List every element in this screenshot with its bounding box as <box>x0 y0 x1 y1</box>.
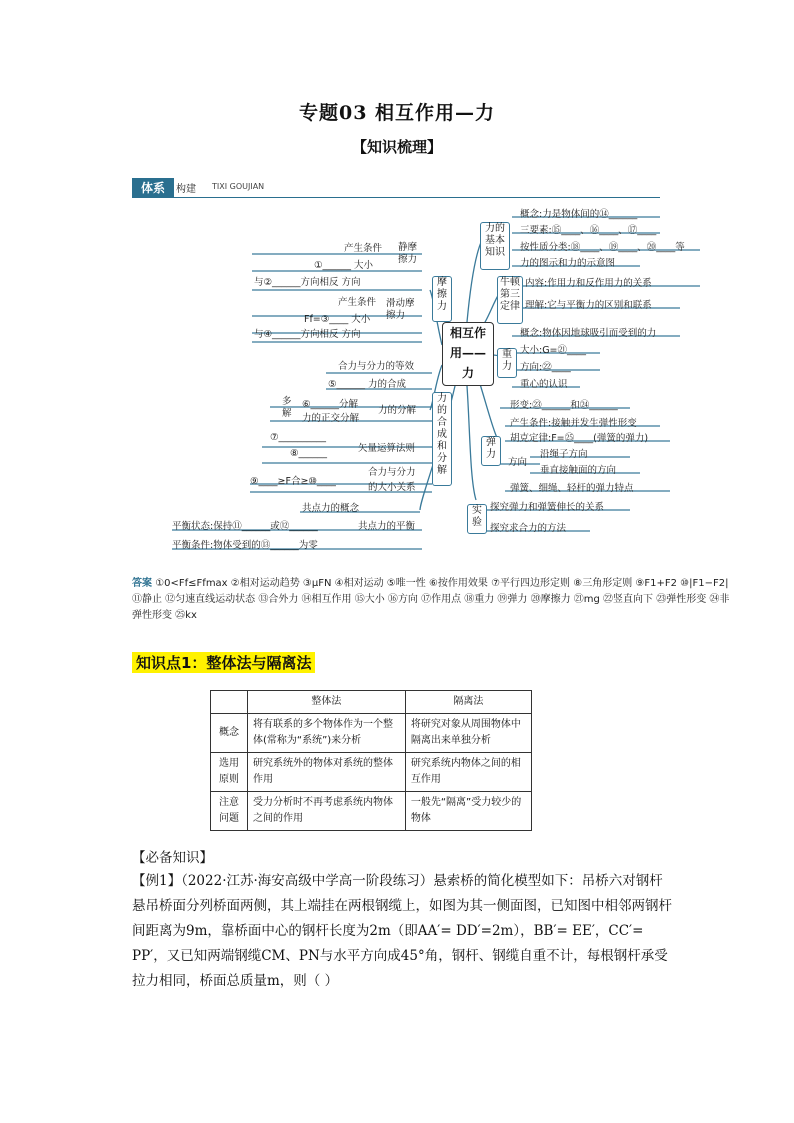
table-cell: 选用原则 <box>211 753 248 792</box>
branch-composition-label: 力的合成和分解 <box>432 392 452 486</box>
banner-sub: 构建 <box>176 184 196 195</box>
equil-label: 共点力的平衡 <box>358 521 416 532</box>
bibei-heading: 【必备知识】 <box>132 850 213 866</box>
elastic-item-4: 沿绳子方向 <box>540 449 588 460</box>
comp-item-1: 合力与分力的等效 <box>338 361 415 372</box>
basic-item-2: 三要素:⑮____、⑯____、⑰____ <box>520 225 657 236</box>
friction-item-1: 产生条件 <box>344 243 383 254</box>
elastic-item-1: 形变:㉓______和㉔______ <box>510 400 618 411</box>
friction-item-2: ①______ 大小 <box>314 260 374 271</box>
elastic-item-5: 方向 <box>508 457 528 468</box>
table-header-cell: 隔离法 <box>405 691 531 714</box>
comp-item-12: 的大小关系 <box>368 482 416 493</box>
comp-item-6: 力的分解 <box>378 405 417 416</box>
table-header-cell: 整体法 <box>248 691 406 714</box>
answer-label: 答案 <box>132 578 152 589</box>
comp-item-5: 力的正交分解 <box>302 413 360 424</box>
sliding-friction-label: 滑动摩擦力 <box>386 298 415 321</box>
gravity-item-2: 大小:G=㉑____ <box>520 345 587 356</box>
comp-item-4: ⑥______分解 <box>302 399 359 410</box>
comp-item-7: ⑦__________ <box>270 432 327 443</box>
elastic-item-6: 垂直接触面的方向 <box>540 465 617 476</box>
banner-en: TIXI GOUJIAN <box>212 182 265 191</box>
newton-item-2: 理解:它与平衡力的区别和联系 <box>525 300 652 311</box>
table-cell: 一般先“隔离”受力较少的物体 <box>405 792 531 831</box>
comp-item-8: ⑧______ <box>290 448 328 459</box>
table-header-row <box>211 691 532 714</box>
gravity-item-3: 方向:㉒____ <box>520 362 571 373</box>
table-row <box>211 753 532 792</box>
friction-item-6: 与④______方向相反 方向 <box>254 329 361 340</box>
friction-item-5: Ff=③____ 大小 <box>304 314 371 325</box>
elastic-item-2: 产生条件:接触并发生弹性形变 <box>510 418 637 429</box>
table-row <box>211 714 532 753</box>
table-cell: 将研究对象从周围物体中隔离出来单独分析 <box>405 714 531 753</box>
static-friction-label: 静摩擦力 <box>398 242 418 265</box>
basic-item-3: 按性质分类:⑱____、⑲____、⑳____等 <box>520 242 685 253</box>
comp-item-3: 多解 <box>282 396 292 419</box>
newton-item-1: 内容:作用力和反作用力的关系 <box>525 278 652 289</box>
knowledge-point-heading: 知识点1：整体法与隔离法 <box>132 652 315 673</box>
comp-item-11: ⑨____≥F合≥⑩____ <box>250 476 336 487</box>
table-cell: 研究系统内物体之间的相互作用 <box>405 753 531 792</box>
table-cell: 受力分析时不再考虑系统内物体之间的作用 <box>248 792 406 831</box>
equil-item-2: 平衡状态:保持⑪______或⑫______ <box>172 521 318 532</box>
answer-text: ①0<Ff≤Ffmax ②相对运动趋势 ③μFN ④相对运动 ⑤唯一性 ⑥按作用效果 ⑦平行四边形定则 ⑧三角形定则 ⑨F1+F2 ⑩|F1−F2| ⑪静止 ⑫匀速直线运动状态 ⑬合外力 ⑭相互作用 ⑮大小 ⑯方向 ⑰作用点 ⑱重力 ⑲弹力 ⑳摩擦力 ㉑mg ㉒竖直向下 ㉓弹性形变 ㉔非弹性形变 ㉕kx <box>132 578 730 621</box>
elastic-item-7: 弹簧、细绳、轻杆的弹力特点 <box>510 483 634 494</box>
answer-block <box>132 576 732 624</box>
comp-item-2: ⑤______ 力的合成 <box>328 379 407 390</box>
branch-newton-label: 牛顿第三定律 <box>497 276 523 324</box>
comparison-table <box>210 690 532 831</box>
experiment-item-2: 探究求合力的方法 <box>490 523 567 534</box>
table-cell: 研究系统外的物体对系统的整体作用 <box>248 753 406 792</box>
equil-item-1: 共点力的概念 <box>302 503 360 514</box>
branch-elastic-label: 弹力 <box>481 436 501 466</box>
comp-item-9: 矢量运算法则 <box>358 443 416 454</box>
example-paragraph: 【例1】（2022·江苏·海安高级中学高一阶段练习）悬索桥的简化模型如下：吊桥六对钢杆悬吊桥面分列桥面两侧，其上端挂在两根钢缆上，如图为其一侧面图，已知图中相邻两钢杆间距离为9m，靠桥面中心的钢杆长度为2m（即AA′= DD′=2m），BB′= EE′，CC′= PP′，又已知两端钢缆CM、PN与水平方向成45°角，钢杆、钢缆自重不计，每根钢杆承受拉力相同，桥面总质量m，则（ ） <box>132 873 672 989</box>
banner-label: 体系 <box>132 178 174 198</box>
comp-item-10: 合力与分力 <box>368 467 416 478</box>
branch-experiment-label: 实验 <box>467 504 487 534</box>
center-line-1: 相互作 <box>449 326 486 340</box>
branch-friction-label: 摩擦力 <box>432 276 452 322</box>
basic-item-1: 概念:力是物体间的⑭______ <box>520 209 638 220</box>
section-subtitle: 【知识梳理】 <box>351 138 442 156</box>
gravity-item-1: 概念:物体因地球吸引而受到的力 <box>520 328 657 339</box>
gravity-item-4: 重心的认识 <box>520 379 568 390</box>
branch-basic-label: 力的基本知识 <box>480 222 510 270</box>
table-cell: 注意问题 <box>211 792 248 831</box>
table-header-cell <box>211 691 248 714</box>
page-title: 专题03 相互作用—力 <box>298 102 496 124</box>
table-cell: 概念 <box>211 714 248 753</box>
branch-gravity-label: 重力 <box>497 348 517 378</box>
friction-item-3: 与②______方向相反 方向 <box>254 277 361 288</box>
center-line-2: 用—— <box>449 346 486 360</box>
experiment-item-1: 探究弹力和弹簧伸长的关系 <box>490 502 605 513</box>
equil-item-3: 平衡条件:物体受到的⑬______为零 <box>172 540 318 551</box>
table-cell: 将有联系的多个物体作为一个整体(常称为“系统”)来分析 <box>248 714 406 753</box>
mindmap-center <box>442 322 494 386</box>
center-line-3: 力 <box>461 366 474 380</box>
friction-item-4: 产生条件 <box>338 297 377 308</box>
elastic-item-3: 胡克定律:F=㉕____(弹簧的弹力) <box>510 433 649 444</box>
basic-item-4: 力的图示和力的示意图 <box>520 258 616 269</box>
table-row <box>211 792 532 831</box>
